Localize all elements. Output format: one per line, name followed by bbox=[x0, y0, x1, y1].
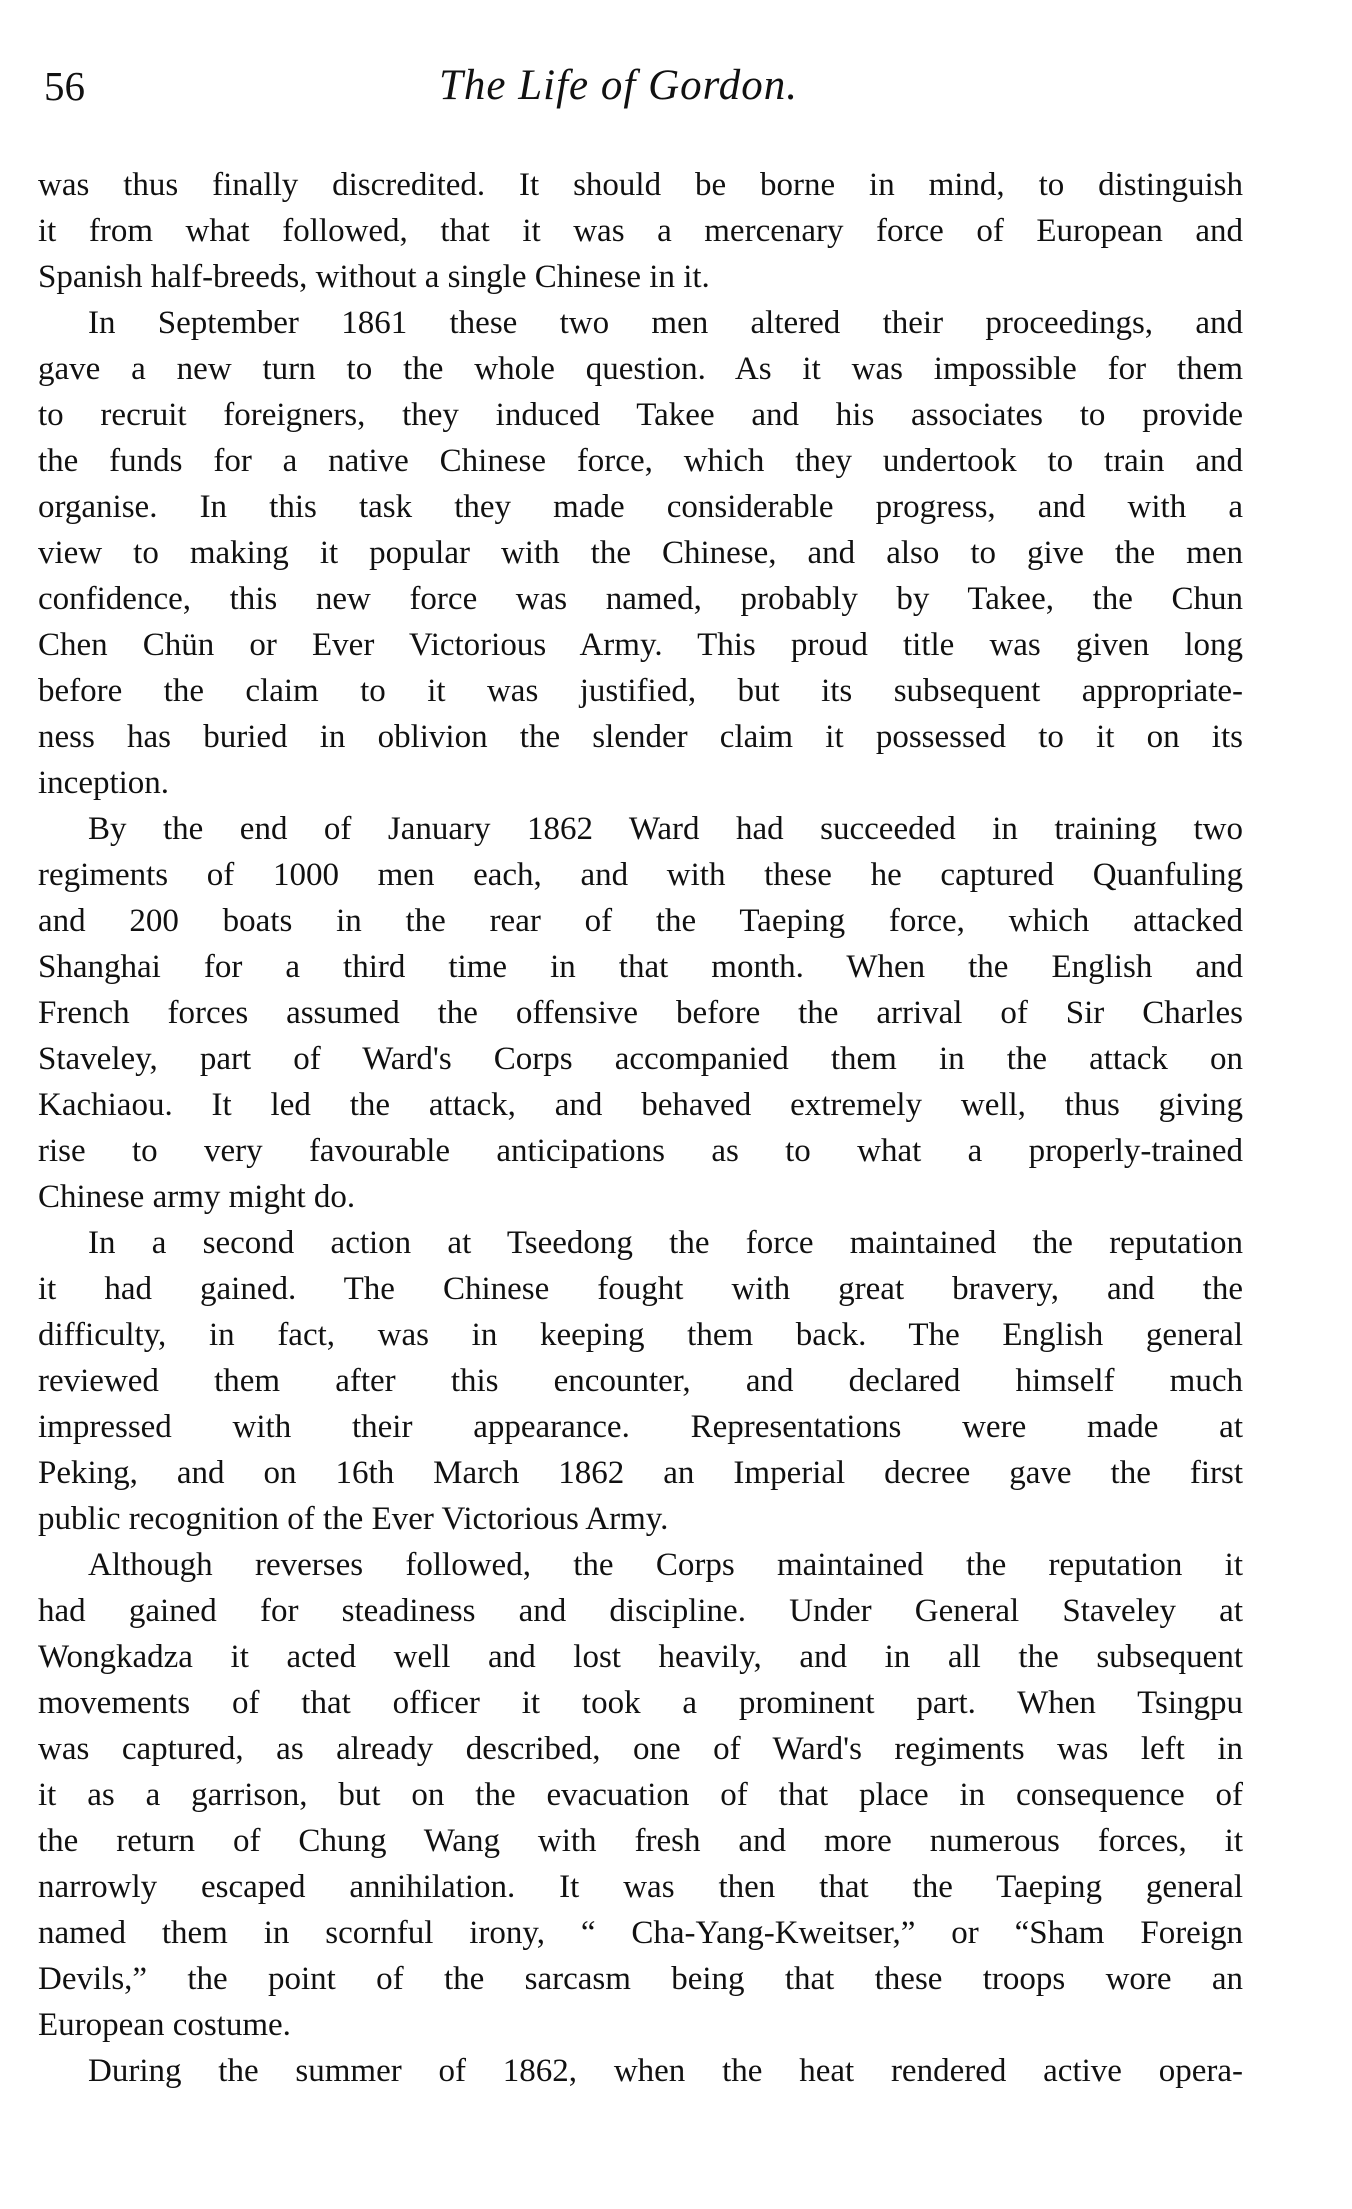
text-line: to recruit foreigners, they induced Takee and his associates to provide bbox=[38, 397, 1243, 433]
text-line: it had gained. The Chinese fought with great bravery, and the bbox=[38, 1271, 1243, 1307]
text-line: regiments of 1000 men each, and with these he captured Quanfuling bbox=[38, 857, 1243, 893]
text-line: impressed with their appearance. Representations were made at bbox=[38, 1409, 1243, 1445]
text-line: Devils,” the point of the sarcasm being that these troops wore an bbox=[38, 1961, 1243, 1997]
text-line: Spanish half-breeds, without a single Chinese in it. bbox=[38, 259, 710, 295]
text-line: Peking, and on 16th March 1862 an Imperial decree gave the first bbox=[38, 1455, 1243, 1491]
text-line: inception. bbox=[38, 765, 170, 801]
text-line: view to making it popular with the Chinese, and also to give the men bbox=[38, 535, 1243, 571]
text-line: Staveley, part of Ward's Corps accompanied them in the attack on bbox=[38, 1041, 1243, 1077]
text-line: the return of Chung Wang with fresh and more numerous forces, it bbox=[38, 1823, 1243, 1859]
text-line: was captured, as already described, one of Ward's regiments was left in bbox=[38, 1731, 1243, 1767]
text-line: and 200 boats in the rear of the Taeping force, which attacked bbox=[38, 903, 1243, 939]
body-text bbox=[38, 162, 1243, 2094]
text-line: before the claim to it was justified, but its subsequent appropriate- bbox=[38, 673, 1243, 709]
page-header bbox=[44, 62, 1244, 124]
running-title: The Life of Gordon. bbox=[439, 62, 799, 109]
page-number: 56 bbox=[44, 63, 85, 109]
text-line: public recognition of the Ever Victorious Army. bbox=[38, 1501, 669, 1537]
text-line: European costume. bbox=[38, 2007, 291, 2043]
text-line: had gained for steadiness and discipline. Under General Staveley at bbox=[38, 1593, 1243, 1629]
text-line: Chinese army might do. bbox=[38, 1179, 356, 1215]
text-line: In a second action at Tseedong the force maintained the reputation bbox=[88, 1225, 1243, 1261]
text-line: the funds for a native Chinese force, which they undertook to train and bbox=[38, 443, 1243, 479]
text-line: difficulty, in fact, was in keeping them back. The English general bbox=[38, 1317, 1243, 1353]
text-line: organise. In this task they made considerable progress, and with a bbox=[38, 489, 1243, 525]
text-line: rise to very favourable anticipations as to what a properly-trained bbox=[38, 1133, 1243, 1169]
text-line: Chen Chün or Ever Victorious Army. This proud title was given long bbox=[38, 627, 1243, 663]
text-line: French forces assumed the offensive before the arrival of Sir Charles bbox=[38, 995, 1243, 1031]
text-line: In September 1861 these two men altered their proceedings, and bbox=[88, 305, 1243, 341]
text-line: Shanghai for a third time in that month. When the English and bbox=[38, 949, 1243, 985]
text-line: Wongkadza it acted well and lost heavily, and in all the subsequent bbox=[38, 1639, 1243, 1675]
text-line: reviewed them after this encounter, and declared himself much bbox=[38, 1363, 1243, 1399]
text-line: it from what followed, that it was a mercenary force of European and bbox=[38, 213, 1243, 249]
text-line: Kachiaou. It led the attack, and behaved extremely well, thus giving bbox=[38, 1087, 1243, 1123]
text-line: gave a new turn to the whole question. As it was impossible for them bbox=[38, 351, 1243, 387]
text-line: movements of that officer it took a prominent part. When Tsingpu bbox=[38, 1685, 1243, 1721]
text-line: During the summer of 1862, when the heat rendered active opera- bbox=[88, 2053, 1243, 2089]
text-line: confidence, this new force was named, probably by Takee, the Chun bbox=[38, 581, 1243, 617]
text-line: narrowly escaped annihilation. It was then that the Taeping general bbox=[38, 1869, 1243, 1905]
text-line: By the end of January 1862 Ward had succeeded in training two bbox=[88, 811, 1243, 847]
text-line: Although reverses followed, the Corps maintained the reputation it bbox=[88, 1547, 1243, 1583]
text-line: ness has buried in oblivion the slender claim it possessed to it on its bbox=[38, 719, 1243, 755]
text-line: it as a garrison, but on the evacuation of that place in consequence of bbox=[38, 1777, 1243, 1813]
text-line: named them in scornful irony, “ Cha-Yang-Kweitser,” or “Sham Foreign bbox=[38, 1915, 1243, 1951]
text-line: was thus finally discredited. It should be borne in mind, to distinguish bbox=[38, 167, 1243, 203]
